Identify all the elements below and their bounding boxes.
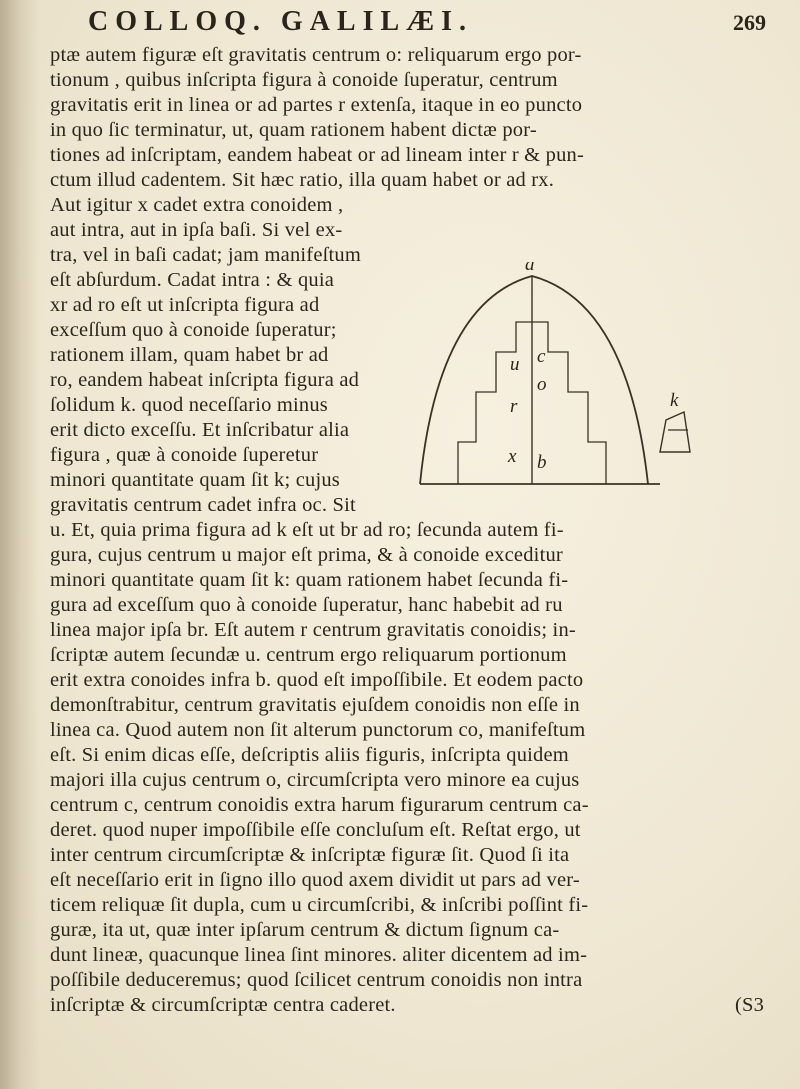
text-line: aut intra, aut in ipſa baſi. Si vel ex- — [50, 219, 343, 241]
text-line: gravitatis centrum cadet infra oc. Sit — [50, 494, 356, 516]
text-line: inter centrum circumſcriptæ & inſcriptæ figuræ ſit. Quod ſi ita — [50, 844, 570, 866]
text-line: tiones ad inſcriptam, eandem habeat or ad lineam inter r & pun- — [50, 144, 585, 166]
header-title: COLLOQ. GALILÆI. — [88, 6, 474, 37]
text-line: tionum , quibus inſcripta figura à conoide ſuperatur, centrum — [50, 69, 558, 91]
text-line: guræ, ita ut, quæ inter ipſarum centrum & dictum ſignum ca- — [50, 919, 560, 941]
label-o: o — [537, 374, 547, 395]
text-line: dunt lineæ, quacunque linea ſint minores. aliter dicentem ad im- — [50, 944, 588, 966]
text-line: Aut igitur x cadet extra conoidem , — [50, 194, 344, 216]
text-line: tra, vel in baſi cadat; jam manifeſtum — [50, 244, 362, 266]
text-line: ſcriptæ autem ſecundæ u. centrum ergo reliquarum portionum — [50, 644, 567, 666]
running-header — [88, 6, 778, 40]
label-c: c — [537, 346, 546, 367]
solid-k-figure — [660, 412, 690, 452]
text-line: erit extra conoides infra b. quod eſt impoſſibile. Et eodem pacto — [50, 669, 584, 691]
text-line: gura ad exceſſum quo à conoide ſuperatur, hanc habebit ad ru — [50, 594, 563, 616]
text-line: eſt. Si enim dicas eſſe, deſcriptis aliis figuris, inſcripta quidem — [50, 744, 569, 766]
label-r: r — [510, 396, 518, 417]
text-line: eſt neceſſario erit in ſigno illo quod axem dividit ut pars ad ver- — [50, 869, 580, 891]
text-line: linea ca. Quod autem non ſit alterum punctorum co, manifeſtum — [50, 719, 586, 741]
text-line: minori quantitate quam ſit k; cujus — [50, 469, 340, 491]
text-line: ticem reliquæ ſit dupla, cum u circumſcribi, & inſcribi poſſint fi- — [50, 894, 589, 916]
text-line: xr ad ro eſt ut inſcripta figura ad — [50, 294, 320, 316]
text-line: demonſtrabitur, centrum gravitatis ejuſdem conoidis non eſſe in — [50, 694, 580, 716]
text-line: exceſſum quo à conoide ſuperatur; — [50, 319, 337, 341]
catchword: (S3 — [735, 994, 765, 1016]
text-line: gravitatis erit in linea or ad partes r extenſa, itaque in eo puncto — [50, 94, 583, 116]
text-line: inſcriptæ & circumſcriptæ centra caderet. — [50, 994, 396, 1016]
text-line: ſolidum k. quod neceſſario minus — [50, 394, 328, 416]
text-line: in quo ſic terminatur, ut, quam rationem habent dictæ por- — [50, 119, 537, 141]
text-line: poſſibile deduceremus; quod ſcilicet centrum conoidis non intra — [50, 969, 583, 991]
text-line: linea major ipſa br. Eſt autem r centrum gravitatis conoidis; in- — [50, 619, 576, 641]
page-gutter-shadow — [0, 0, 40, 1089]
page-number: 269 — [733, 10, 766, 35]
label-u: u — [510, 354, 520, 375]
text-line: minori quantitate quam ſit k: quam rationem habet ſecunda fi- — [50, 569, 569, 591]
conoid-outline — [420, 276, 648, 484]
text-line: centrum c, centrum conoidis extra harum figurarum centrum ca- — [50, 794, 589, 816]
text-line: ro, eandem habeat inſcripta figura ad — [50, 369, 360, 391]
label-a: a — [525, 262, 535, 275]
label-x: x — [508, 446, 517, 467]
text-line: rationem illam, quam habet br ad — [50, 344, 329, 366]
text-line: gura, cujus centrum u major eſt prima, & à conoide exceditur — [50, 544, 563, 566]
text-line: majori illa cujus centrum o, circumſcripta vero minore ea cujus — [50, 769, 580, 791]
label-b: b — [537, 452, 547, 473]
label-k: k — [670, 390, 679, 411]
text-line: deret. quod nuper impoſſibile eſſe concluſum eſt. Reſtat ergo, ut — [50, 819, 581, 841]
text-line: ptæ autem figuræ eſt gravitatis centrum o: reliquarum ergo por- — [50, 44, 582, 66]
text-line: u. Et, quia prima figura ad k eſt ut br ad ro; ſecunda autem fi- — [50, 519, 564, 541]
text-line: erit dicto exceſſu. Et inſcribatur alia — [50, 419, 350, 441]
text-line: ctum illud cadentem. Sit hæc ratio, illa quam habet or ad rx. — [50, 169, 555, 191]
conoid-diagram — [398, 262, 796, 502]
text-line: eſt abſurdum. Cadat intra : & quia — [50, 269, 335, 291]
text-line: figura , quæ à conoide ſuperetur — [50, 444, 319, 466]
